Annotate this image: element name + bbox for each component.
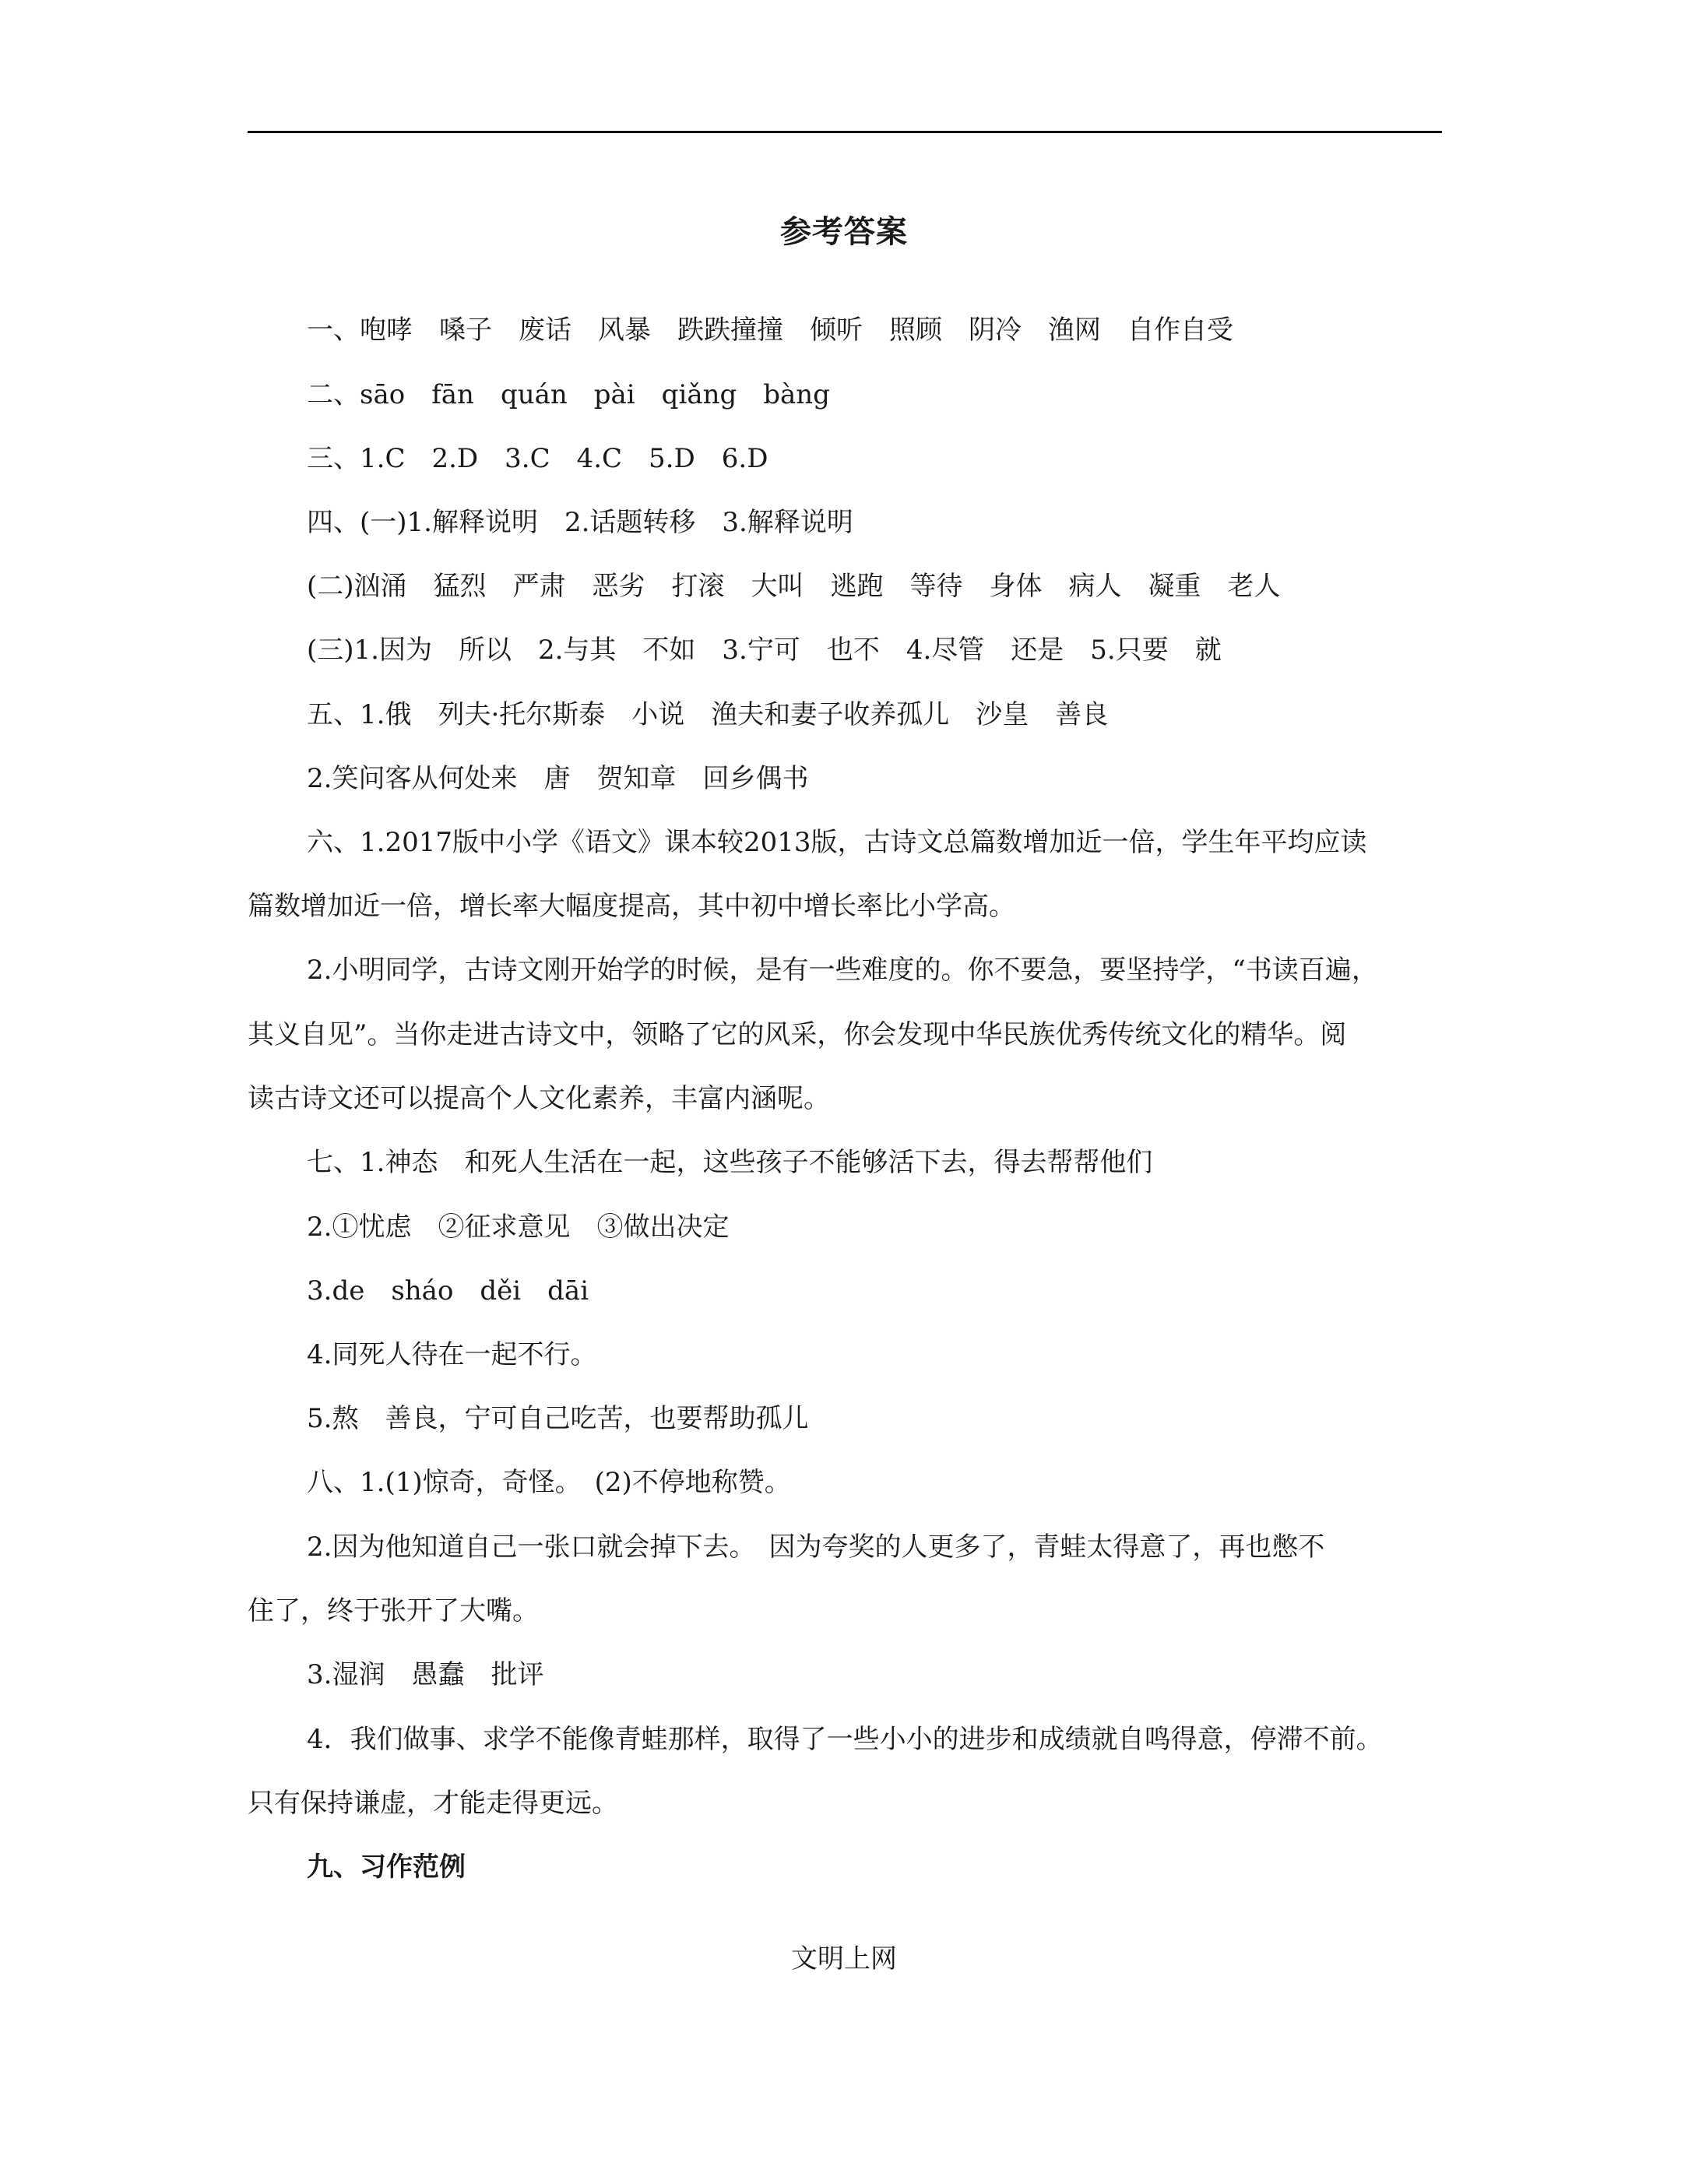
answer-section-6-item-2-line-2: 其义自见”。当你走进古诗文中，领略了它的风采，你会发现中华民族优秀传统文化的精华。阅 [248, 1019, 1347, 1050]
answer-section-5-item-2: 2.笑问客从何处来 唐 贺知章 回乡偶书 [307, 763, 809, 794]
answer-section-7-item-5: 5.熬 善良，宁可自己吃苦，也要帮助孤儿 [307, 1403, 809, 1434]
answer-section-3: 三、1.C 2.D 3.C 4.C 5.D 6.D [307, 443, 768, 474]
answer-section-8-item-1: 八、1.(1)惊奇，奇怪。 (2)不停地称赞。 [307, 1467, 791, 1498]
answer-section-1: 一、咆哮 嗓子 废话 风暴 跌跌撞撞 倾听 照顾 阴冷 渔网 自作自受 [307, 315, 1233, 346]
answer-section-4-part-3: (三)1.因为 所以 2.与其 不如 3.宁可 也不 4.尽管 还是 5.只要 就 [307, 635, 1222, 666]
page-title: 参考答案 [780, 214, 908, 250]
answer-section-8-item-4-line-1: 4．我们做事、求学不能像青蛙那样，取得了一些小小的进步和成绩就自鸣得意，停滞不前。 [307, 1724, 1383, 1755]
answer-section-7-item-4: 4.同死人待在一起不行。 [307, 1339, 597, 1370]
answer-section-8-item-3: 3.湿润 愚蠢 批评 [307, 1659, 544, 1690]
answer-section-8-item-2-line-1: 2.因为他知道自己一张口就会掉下去。 因为夸奖的人更多了，青蛙太得意了，再也憋不 [307, 1532, 1325, 1563]
essay-title: 文明上网 [791, 1943, 897, 1975]
answer-section-5-item-1: 五、1.俄 列夫·托尔斯泰 小说 渔夫和妻子收养孤儿 沙皇 善良 [307, 699, 1109, 730]
header-rule [248, 131, 1442, 133]
answer-section-6-item-1-line-2: 篇数增加近一倍，增长率大幅度提高，其中初中增长率比小学高。 [248, 891, 1015, 922]
answer-section-6-item-2-line-3: 读古诗文还可以提高个人文化素养，丰富内涵呢。 [248, 1083, 830, 1114]
answer-section-8-item-4-line-2: 只有保持谦虚，才能走得更远。 [248, 1788, 618, 1819]
answer-section-7-item-3: 3.de sháo děi dāi [307, 1275, 589, 1307]
answer-section-8-item-2-line-2: 住了，终于张开了大嘴。 [248, 1595, 539, 1627]
answer-section-4-part-1: 四、(一)1.解释说明 2.话题转移 3.解释说明 [307, 507, 853, 538]
answer-section-6-item-2-line-1: 2.小明同学，古诗文刚开始学的时候，是有一些难度的。你不要急，要坚持学，“书读百遍， [307, 955, 1378, 986]
answer-section-6-item-1-line-1: 六、1.2017版中小学《语文》课本较2013版，古诗文总篇数增加近一倍，学生年平均应读 [307, 827, 1367, 858]
answer-section-2: 二、sāo fān quán pài qiǎng bàng [307, 379, 830, 410]
answer-section-9-heading: 九、习作范例 [307, 1852, 466, 1883]
answer-section-4-part-2: (二)汹涌 猛烈 严肃 恶劣 打滚 大叫 逃跑 等待 身体 病人 凝重 老人 [307, 571, 1281, 602]
answer-section-7-item-1: 七、1.神态 和死人生活在一起，这些孩子不能够活下去，得去帮帮他们 [307, 1147, 1153, 1178]
answer-section-7-item-2: 2.①忧虑 ②征求意见 ③做出决定 [307, 1212, 730, 1243]
